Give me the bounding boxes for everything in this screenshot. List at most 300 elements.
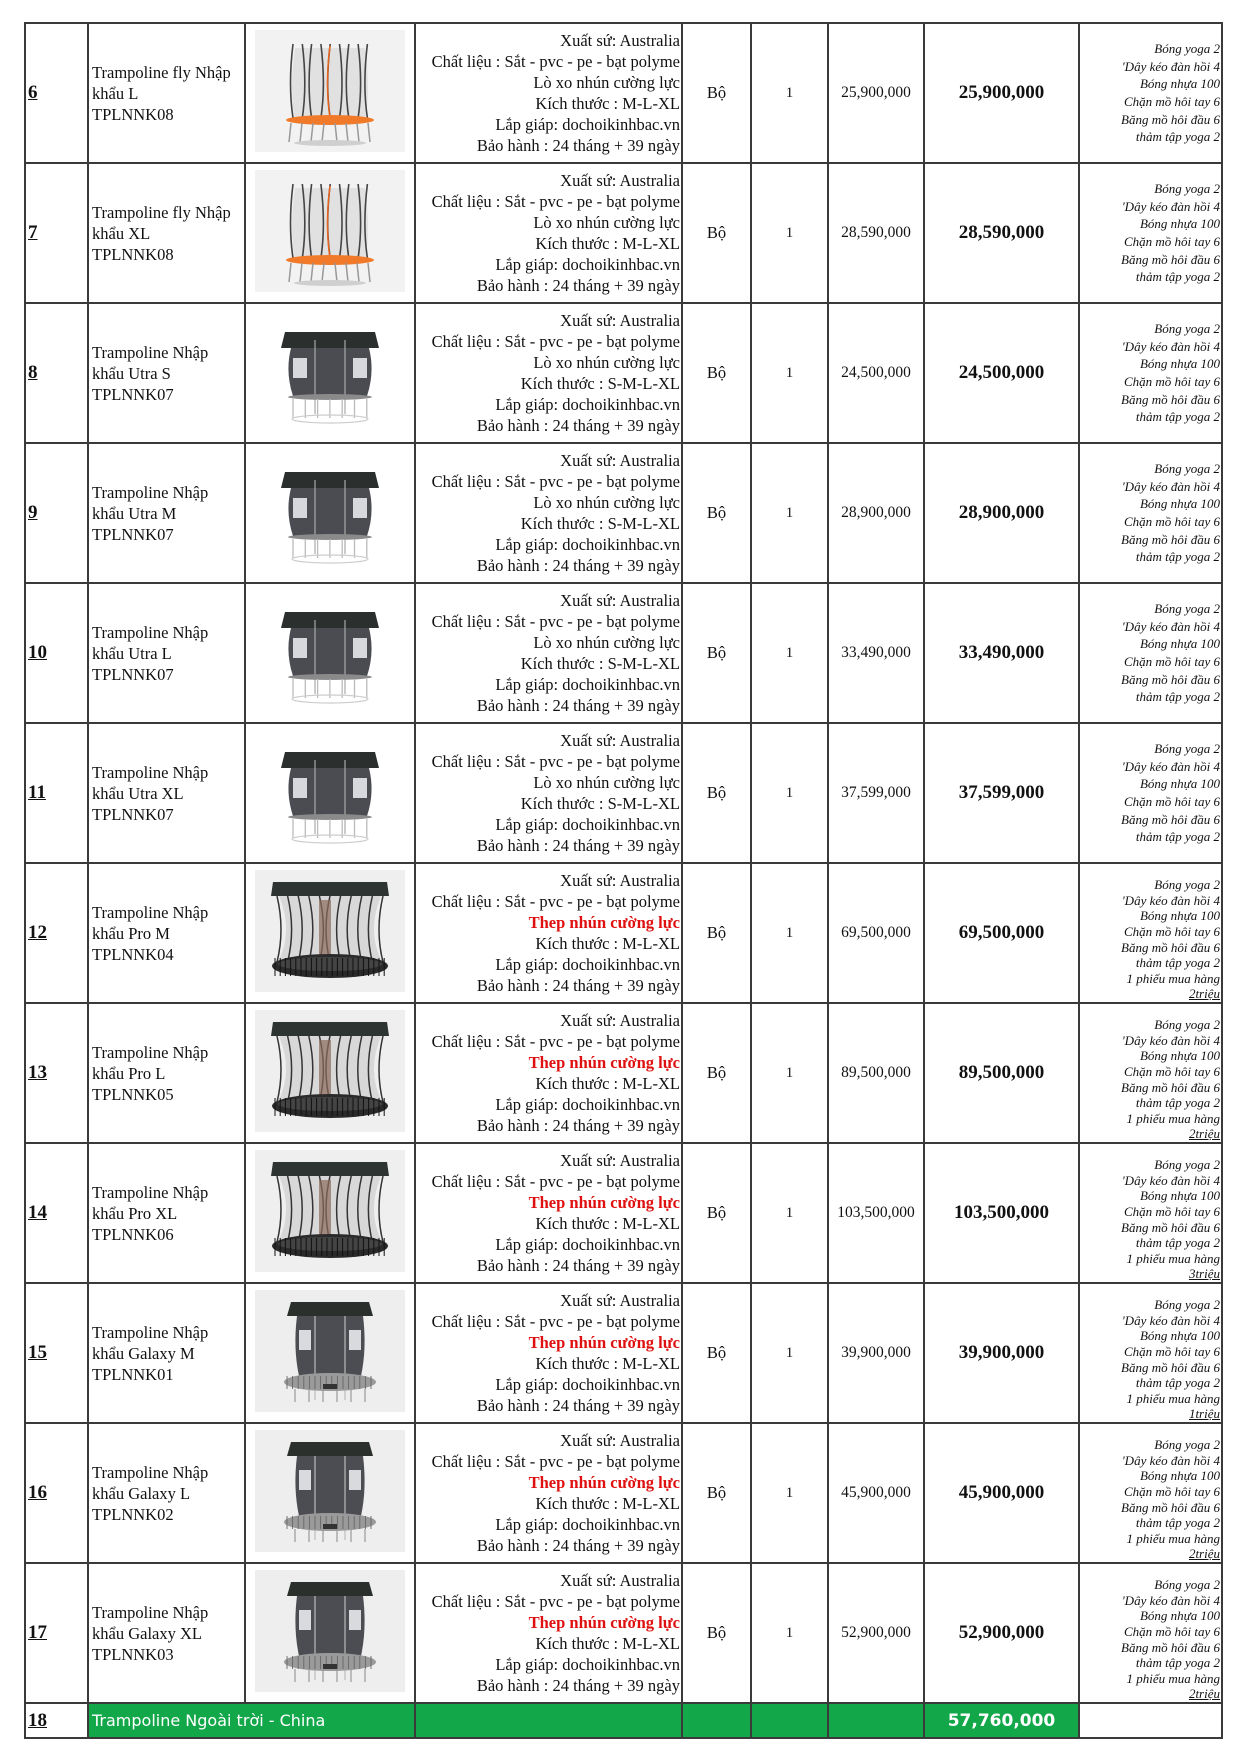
row-number: 6: [25, 23, 88, 163]
unit-price: 33,490,000: [828, 583, 924, 723]
product-specs: [415, 1563, 682, 1703]
product-code: TPLNNK07: [92, 524, 174, 544]
product-name-line-2: khẩu Pro M: [92, 923, 170, 943]
row-number: 8: [25, 303, 88, 443]
line-total: 37,599,000: [924, 723, 1079, 863]
unit-price: 28,590,000: [828, 163, 924, 303]
trampoline-galaxy-canopy-image: [255, 1430, 405, 1552]
gift-item: Bóng yoga 2: [1154, 1157, 1220, 1173]
product-name-line-1: Trampoline Nhập: [92, 1462, 209, 1482]
gift-item: Bóng yoga 2: [1154, 1437, 1220, 1453]
product-specs: [415, 1423, 682, 1563]
spec-spring: Lò xo nhún cường lực: [533, 773, 680, 792]
gift-item: Chặn mồ hôi tay 6: [1123, 94, 1220, 109]
gift-item: Băng mồ hôi đầu 6: [1121, 251, 1220, 267]
table-row: [25, 303, 1222, 443]
spec-spring: Lò xo nhún cường lực: [533, 213, 680, 232]
row-number: 18: [25, 1703, 88, 1738]
unit: Bộ: [682, 583, 751, 723]
table-row: [25, 1563, 1222, 1703]
spec-spring: Lò xo nhún cường lực: [533, 493, 680, 512]
product-name: [88, 443, 245, 583]
gift-item: Băng mồ hôi đầu 6: [1121, 1639, 1220, 1655]
unit: Bộ: [682, 163, 751, 303]
gift-item: Chặn mồ hôi tay 6: [1123, 654, 1220, 669]
gift-item: thảm tập yoga 2: [1135, 1515, 1220, 1531]
table-row: [25, 1143, 1222, 1283]
gift-item: Chặn mồ hôi tay 6: [1123, 924, 1220, 940]
trampoline-fly-orange-image: [255, 170, 405, 292]
product-name-line-1: Trampoline Nhập: [92, 1042, 209, 1062]
spec-installation: Lắp giáp: dochoikinhbac.vn: [495, 535, 680, 554]
spec-size: Kích thước : M-L-XL: [535, 94, 680, 113]
product-name-line-1: Trampoline Nhập: [92, 762, 209, 782]
unit: Bộ: [682, 1003, 751, 1143]
spec-installation: Lắp giáp: dochoikinhbac.vn: [495, 1375, 680, 1394]
product-specs: [415, 163, 682, 303]
empty-cell: [751, 1703, 828, 1738]
gift-item: Chặn mồ hôi tay 6: [1123, 234, 1220, 249]
spec-warranty: Bảo hành : 24 tháng + 39 ngày: [476, 1256, 680, 1275]
gift-item: thảm tập yoga 2: [1135, 1235, 1220, 1251]
spec-origin: Xuất sứ: Australia: [560, 871, 680, 890]
quantity: 1: [751, 723, 828, 863]
empty-cell: [828, 1703, 924, 1738]
product-code: TPLNNK07: [92, 664, 174, 684]
product-code: TPLNNK08: [92, 104, 174, 124]
gift-item: Bóng yoga 2: [1154, 741, 1220, 757]
quantity: 1: [751, 163, 828, 303]
gift-item: 'Dây kéo đàn hồi 4: [1121, 758, 1220, 774]
quantity: 1: [751, 1423, 828, 1563]
gift-item: Bóng nhựa 100: [1139, 636, 1220, 652]
gift-item: thảm tập yoga 2: [1135, 1095, 1220, 1111]
gift-item: Chặn mồ hôi tay 6: [1123, 374, 1220, 389]
gift-item: Bóng nhựa 100: [1139, 356, 1220, 372]
spec-material: Chất liệu : Sắt - pvc - pe - bạt polyme: [431, 1312, 680, 1331]
unit-price: 52,900,000: [828, 1563, 924, 1703]
spec-material: Chất liệu : Sắt - pvc - pe - bạt polyme: [431, 1452, 680, 1471]
unit-price: 25,900,000: [828, 23, 924, 163]
category-row: [25, 1703, 1222, 1738]
spec-installation: Lắp giáp: dochoikinhbac.vn: [495, 955, 680, 974]
product-name-line-2: khẩu Utra L: [92, 643, 172, 663]
product-code: TPLNNK04: [92, 944, 174, 964]
spec-installation: Lắp giáp: dochoikinhbac.vn: [495, 115, 680, 134]
line-total: 45,900,000: [924, 1423, 1079, 1563]
product-name-line-1: Trampoline Nhập: [92, 482, 209, 502]
product-image-cell: [245, 23, 415, 163]
spec-size: Kích thước : M-L-XL: [535, 1354, 680, 1373]
spec-origin: Xuất sứ: Australia: [560, 731, 680, 750]
gift-item: thảm tập yoga 2: [1135, 549, 1220, 565]
spec-origin: Xuất sứ: Australia: [560, 1291, 680, 1310]
product-name: [88, 1283, 245, 1423]
gift-item: Băng mồ hôi đầu 6: [1121, 811, 1220, 827]
line-total: 52,900,000: [924, 1563, 1079, 1703]
product-name: [88, 863, 245, 1003]
table-row: [25, 1283, 1222, 1423]
gift-item: 1 phiếu mua hàng: [1126, 1530, 1220, 1546]
gift-item: Bóng yoga 2: [1154, 601, 1220, 617]
row-number: 9: [25, 443, 88, 583]
gift-item: Bóng nhựa 100: [1139, 1328, 1220, 1344]
gift-item: 'Dây kéo đàn hồi 4: [1121, 58, 1220, 74]
row-number: 13: [25, 1003, 88, 1143]
table-row: [25, 443, 1222, 583]
line-total: 28,590,000: [924, 163, 1079, 303]
product-name: [88, 303, 245, 443]
gift-item: 2triệu: [1188, 1126, 1220, 1142]
line-total: 39,900,000: [924, 1283, 1079, 1423]
product-image-cell: [245, 1423, 415, 1563]
gift-item: 'Dây kéo đàn hồi 4: [1121, 1172, 1220, 1188]
spec-warranty: Bảo hành : 24 tháng + 39 ngày: [476, 136, 680, 155]
spec-origin: Xuất sứ: Australia: [560, 31, 680, 50]
table-row: [25, 163, 1222, 303]
product-name: [88, 1423, 245, 1563]
price-quote-table: [24, 22, 1223, 1739]
gift-list: [1079, 163, 1222, 303]
product-code: TPLNNK08: [92, 244, 174, 264]
gift-item: thảm tập yoga 2: [1135, 829, 1220, 845]
gift-item: Bóng yoga 2: [1154, 321, 1220, 337]
product-code: TPLNNK02: [92, 1504, 174, 1524]
product-name-line-1: Trampoline fly Nhập: [92, 202, 231, 222]
product-image-cell: [245, 1003, 415, 1143]
product-name-line-2: khẩu XL: [92, 223, 151, 243]
spec-material: Chất liệu : Sắt - pvc - pe - bạt polyme: [431, 1172, 680, 1191]
spec-installation: Lắp giáp: dochoikinhbac.vn: [495, 1095, 680, 1114]
gift-item: Chặn mồ hôi tay 6: [1123, 1064, 1220, 1080]
empty-cell: [1079, 1703, 1222, 1738]
spec-size: Kích thước : M-L-XL: [535, 934, 680, 953]
gift-item: Chặn mồ hôi tay 6: [1123, 1624, 1220, 1640]
gift-item: 1 phiếu mua hàng: [1126, 1390, 1220, 1406]
gift-item: Băng mồ hôi đầu 6: [1121, 531, 1220, 547]
gift-item: 'Dây kéo đàn hồi 4: [1121, 1032, 1220, 1048]
gift-item: Chặn mồ hôi tay 6: [1123, 514, 1220, 529]
spec-material: Chất liệu : Sắt - pvc - pe - bạt polyme: [431, 752, 680, 771]
spec-origin: Xuất sứ: Australia: [560, 311, 680, 330]
product-image-cell: [245, 863, 415, 1003]
gift-list: [1079, 1283, 1222, 1423]
quantity: 1: [751, 443, 828, 583]
spec-installation: Lắp giáp: dochoikinhbac.vn: [495, 255, 680, 274]
product-name-line-2: khẩu Utra S: [92, 363, 171, 383]
product-code: TPLNNK03: [92, 1644, 174, 1664]
spec-material: Chất liệu : Sắt - pvc - pe - bạt polyme: [431, 1032, 680, 1051]
gift-item: 2triệu: [1188, 1686, 1220, 1702]
gift-item: Bóng nhựa 100: [1139, 1468, 1220, 1484]
product-name-line-2: khẩu Galaxy M: [92, 1343, 195, 1363]
unit: Bộ: [682, 723, 751, 863]
gift-item: thảm tập yoga 2: [1135, 1375, 1220, 1391]
row-number: 7: [25, 163, 88, 303]
trampoline-galaxy-canopy-image: [255, 1290, 405, 1412]
trampoline-fly-orange-image: [255, 30, 405, 152]
product-name: [88, 583, 245, 723]
spec-size: Kích thước : M-L-XL: [535, 234, 680, 253]
line-total: 28,900,000: [924, 443, 1079, 583]
trampoline-pro-canopy-image: [255, 1150, 405, 1272]
gift-list: [1079, 723, 1222, 863]
gift-list: [1079, 1003, 1222, 1143]
product-name: [88, 723, 245, 863]
spec-size: Kích thước : M-L-XL: [535, 1634, 680, 1653]
product-specs: [415, 1143, 682, 1283]
unit: Bộ: [682, 1283, 751, 1423]
quantity: 1: [751, 23, 828, 163]
product-image-cell: [245, 723, 415, 863]
product-name-line-1: Trampoline Nhập: [92, 1182, 209, 1202]
spec-spring: Thep nhún cường lực: [528, 1473, 680, 1492]
row-number: 12: [25, 863, 88, 1003]
row-number: 11: [25, 723, 88, 863]
gift-item: thảm tập yoga 2: [1135, 1655, 1220, 1671]
gift-item: 'Dây kéo đàn hồi 4: [1121, 338, 1220, 354]
spec-origin: Xuất sứ: Australia: [560, 171, 680, 190]
spec-size: Kích thước : M-L-XL: [535, 1074, 680, 1093]
spec-size: Kích thước : S-M-L-XL: [520, 374, 680, 393]
product-name-line-1: Trampoline fly Nhập: [92, 62, 231, 82]
spec-material: Chất liệu : Sắt - pvc - pe - bạt polyme: [431, 1592, 680, 1611]
line-total: 24,500,000: [924, 303, 1079, 443]
quantity: 1: [751, 1283, 828, 1423]
gift-item: Bóng nhựa 100: [1139, 1188, 1220, 1204]
gift-list: [1079, 1423, 1222, 1563]
spec-material: Chất liệu : Sắt - pvc - pe - bạt polyme: [431, 52, 680, 71]
spec-spring: Lò xo nhún cường lực: [533, 633, 680, 652]
unit: Bộ: [682, 1143, 751, 1283]
gift-item: 1 phiếu mua hàng: [1126, 1670, 1220, 1686]
gift-item: Chặn mồ hôi tay 6: [1123, 1344, 1220, 1360]
unit: Bộ: [682, 303, 751, 443]
product-name-line-2: khẩu Utra XL: [92, 783, 184, 803]
gift-item: thảm tập yoga 2: [1135, 409, 1220, 425]
table-row: [25, 863, 1222, 1003]
gift-list: [1079, 583, 1222, 723]
spec-size: Kích thước : M-L-XL: [535, 1214, 680, 1233]
gift-item: 1 phiếu mua hàng: [1126, 1250, 1220, 1266]
line-total: 103,500,000: [924, 1143, 1079, 1283]
gift-item: Bóng nhựa 100: [1139, 216, 1220, 232]
gift-item: Bóng yoga 2: [1154, 41, 1220, 57]
gift-item: 'Dây kéo đàn hồi 4: [1121, 1592, 1220, 1608]
line-total: 25,900,000: [924, 23, 1079, 163]
gift-item: Chặn mồ hôi tay 6: [1123, 794, 1220, 809]
product-name-line-2: khẩu Utra M: [92, 503, 177, 523]
line-total: 33,490,000: [924, 583, 1079, 723]
spec-size: Kích thước : S-M-L-XL: [520, 514, 680, 533]
product-specs: [415, 723, 682, 863]
spec-warranty: Bảo hành : 24 tháng + 39 ngày: [476, 1116, 680, 1135]
spec-installation: Lắp giáp: dochoikinhbac.vn: [495, 815, 680, 834]
product-specs: [415, 23, 682, 163]
gift-list: [1079, 443, 1222, 583]
gift-item: Bóng yoga 2: [1154, 1017, 1220, 1033]
product-image-cell: [245, 443, 415, 583]
line-total: 89,500,000: [924, 1003, 1079, 1143]
spec-spring: Thep nhún cường lực: [528, 1333, 680, 1352]
gift-item: Băng mồ hôi đầu 6: [1121, 391, 1220, 407]
quantity: 1: [751, 303, 828, 443]
gift-item: Bóng nhựa 100: [1139, 1048, 1220, 1064]
gift-item: thảm tập yoga 2: [1135, 689, 1220, 705]
spec-warranty: Bảo hành : 24 tháng + 39 ngày: [476, 276, 680, 295]
trampoline-utra-canopy-image: [255, 590, 405, 712]
spec-origin: Xuất sứ: Australia: [560, 1011, 680, 1030]
unit-price: 89,500,000: [828, 1003, 924, 1143]
row-number: 15: [25, 1283, 88, 1423]
unit: Bộ: [682, 863, 751, 1003]
trampoline-pro-canopy-image: [255, 870, 405, 992]
spec-installation: Lắp giáp: dochoikinhbac.vn: [495, 1235, 680, 1254]
gift-item: Băng mồ hôi đầu 6: [1121, 939, 1220, 955]
table-body: [25, 23, 1222, 1738]
product-image-cell: [245, 1283, 415, 1423]
gift-item: thảm tập yoga 2: [1135, 955, 1220, 971]
product-name-line-2: khẩu Pro L: [92, 1063, 166, 1083]
spec-size: Kích thước : S-M-L-XL: [520, 654, 680, 673]
quantity: 1: [751, 863, 828, 1003]
product-image-cell: [245, 583, 415, 723]
gift-item: thảm tập yoga 2: [1135, 129, 1220, 145]
spec-warranty: Bảo hành : 24 tháng + 39 ngày: [476, 556, 680, 575]
gift-item: 2triệu: [1188, 986, 1220, 1002]
product-specs: [415, 583, 682, 723]
product-name-line-2: khẩu Galaxy L: [92, 1483, 191, 1503]
row-number: 14: [25, 1143, 88, 1283]
gift-item: 3triệu: [1188, 1266, 1220, 1282]
spec-origin: Xuất sứ: Australia: [560, 1431, 680, 1450]
trampoline-pro-canopy-image: [255, 1010, 405, 1132]
gift-item: Băng mồ hôi đầu 6: [1121, 111, 1220, 127]
spec-material: Chất liệu : Sắt - pvc - pe - bạt polyme: [431, 612, 680, 631]
product-specs: [415, 443, 682, 583]
unit: Bộ: [682, 23, 751, 163]
row-number: 16: [25, 1423, 88, 1563]
gift-item: Băng mồ hôi đầu 6: [1121, 671, 1220, 687]
product-name: [88, 1563, 245, 1703]
spec-material: Chất liệu : Sắt - pvc - pe - bạt polyme: [431, 192, 680, 211]
empty-cell: [682, 1703, 751, 1738]
gift-list: [1079, 1563, 1222, 1703]
category-total: 57,760,000: [924, 1703, 1079, 1738]
product-image-cell: [245, 163, 415, 303]
spec-warranty: Bảo hành : 24 tháng + 39 ngày: [476, 1396, 680, 1415]
spec-size: Kích thước : M-L-XL: [535, 1494, 680, 1513]
unit-price: 24,500,000: [828, 303, 924, 443]
unit-price: 103,500,000: [828, 1143, 924, 1283]
product-name-line-1: Trampoline Nhập: [92, 1322, 209, 1342]
gift-item: 'Dây kéo đàn hồi 4: [1121, 1452, 1220, 1468]
spec-origin: Xuất sứ: Australia: [560, 1151, 680, 1170]
product-specs: [415, 1283, 682, 1423]
unit-price: 45,900,000: [828, 1423, 924, 1563]
spec-installation: Lắp giáp: dochoikinhbac.vn: [495, 675, 680, 694]
product-name-line-1: Trampoline Nhập: [92, 1602, 209, 1622]
gift-item: 1 phiếu mua hàng: [1126, 970, 1220, 986]
gift-list: [1079, 303, 1222, 443]
product-name-line-1: Trampoline Nhập: [92, 342, 209, 362]
spec-spring: Lò xo nhún cường lực: [533, 353, 680, 372]
table-row: [25, 1003, 1222, 1143]
category-name: Trampoline Ngoài trời - China: [88, 1703, 415, 1738]
product-specs: [415, 1003, 682, 1143]
gift-item: 'Dây kéo đàn hồi 4: [1121, 198, 1220, 214]
spec-spring: Thep nhún cường lực: [528, 1613, 680, 1632]
unit-price: 69,500,000: [828, 863, 924, 1003]
product-specs: [415, 863, 682, 1003]
gift-item: Bóng nhựa 100: [1139, 1608, 1220, 1624]
spec-origin: Xuất sứ: Australia: [560, 591, 680, 610]
gift-item: 'Dây kéo đàn hồi 4: [1121, 618, 1220, 634]
gift-item: 1triệu: [1188, 1406, 1220, 1422]
trampoline-utra-canopy-image: [255, 450, 405, 572]
gift-item: Bóng yoga 2: [1154, 181, 1220, 197]
quantity: 1: [751, 1143, 828, 1283]
spec-warranty: Bảo hành : 24 tháng + 39 ngày: [476, 1536, 680, 1555]
line-total: 69,500,000: [924, 863, 1079, 1003]
product-specs: [415, 303, 682, 443]
spec-spring: Thep nhún cường lực: [528, 1193, 680, 1212]
gift-item: Bóng nhựa 100: [1139, 76, 1220, 92]
trampoline-utra-canopy-image: [255, 730, 405, 852]
gift-item: 1 phiếu mua hàng: [1126, 1110, 1220, 1126]
gift-item: Băng mồ hôi đầu 6: [1121, 1499, 1220, 1515]
trampoline-utra-canopy-image: [255, 310, 405, 432]
product-name-line-2: khẩu Galaxy XL: [92, 1623, 202, 1643]
spec-size: Kích thước : S-M-L-XL: [520, 794, 680, 813]
gift-item: Bóng yoga 2: [1154, 1297, 1220, 1313]
spec-warranty: Bảo hành : 24 tháng + 39 ngày: [476, 696, 680, 715]
gift-item: Bóng yoga 2: [1154, 877, 1220, 893]
product-name: [88, 1143, 245, 1283]
product-code: TPLNNK01: [92, 1364, 174, 1384]
product-code: TPLNNK07: [92, 384, 174, 404]
product-name-line-2: khẩu Pro XL: [92, 1203, 178, 1223]
gift-item: thảm tập yoga 2: [1135, 269, 1220, 285]
gift-item: Băng mồ hôi đầu 6: [1121, 1079, 1220, 1095]
gift-item: 'Dây kéo đàn hồi 4: [1121, 892, 1220, 908]
gift-item: 2triệu: [1188, 1546, 1220, 1562]
spec-material: Chất liệu : Sắt - pvc - pe - bạt polyme: [431, 892, 680, 911]
product-name-line-1: Trampoline Nhập: [92, 902, 209, 922]
gift-item: Bóng yoga 2: [1154, 461, 1220, 477]
spec-warranty: Bảo hành : 24 tháng + 39 ngày: [476, 976, 680, 995]
spec-installation: Lắp giáp: dochoikinhbac.vn: [495, 1515, 680, 1534]
gift-list: [1079, 23, 1222, 163]
spec-spring: Thep nhún cường lực: [528, 1053, 680, 1072]
row-number: 17: [25, 1563, 88, 1703]
gift-item: Bóng nhựa 100: [1139, 496, 1220, 512]
gift-item: Bóng nhựa 100: [1139, 776, 1220, 792]
product-code: TPLNNK06: [92, 1224, 174, 1244]
quantity: 1: [751, 1003, 828, 1143]
spec-warranty: Bảo hành : 24 tháng + 39 ngày: [476, 416, 680, 435]
gift-item: 'Dây kéo đàn hồi 4: [1121, 1312, 1220, 1328]
empty-cell: [415, 1703, 682, 1738]
product-code: TPLNNK05: [92, 1084, 174, 1104]
product-name-line-2: khẩu L: [92, 83, 139, 103]
product-image-cell: [245, 303, 415, 443]
gift-item: Băng mồ hôi đầu 6: [1121, 1359, 1220, 1375]
spec-spring: Thep nhún cường lực: [528, 913, 680, 932]
spec-installation: Lắp giáp: dochoikinhbac.vn: [495, 1655, 680, 1674]
trampoline-galaxy-canopy-image: [255, 1570, 405, 1692]
product-name: [88, 1003, 245, 1143]
